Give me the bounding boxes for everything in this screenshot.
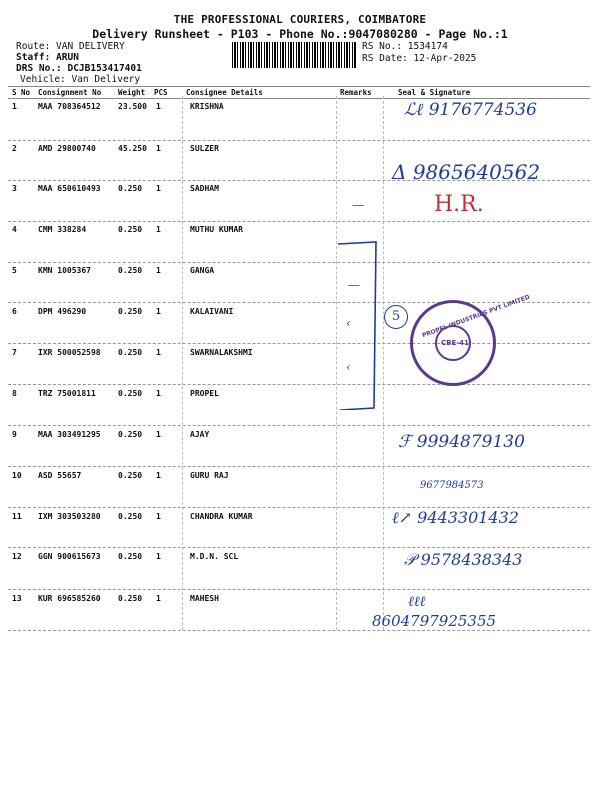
row-consignee: GANGA [190,266,215,275]
table-top-border [8,86,590,87]
row-divider [8,262,590,263]
row-consignee: SULZER [190,144,219,153]
row-weight: 0.250 [118,552,143,561]
remark-mark: — [348,278,360,292]
row-divider [8,425,590,426]
row-divider [8,630,590,631]
table-header-border [8,98,590,99]
group-bracket [336,240,380,410]
row-sno: 11 [12,512,22,521]
row-consignee: KRISHNA [190,102,224,111]
handwritten-mark: H.R. [434,192,484,217]
row-weight: 23.500 [118,102,147,111]
rs-no-label: RS No.: 1534174 [362,41,448,52]
row-consignment: ASD 55657 [38,471,82,480]
row-divider [8,221,590,222]
row-sno: 3 [12,184,17,193]
row-consignee: SWARNALAKSHMI [190,348,253,357]
remark-mark: ‹ [346,316,351,330]
row-consignment: AMD 29800740 [38,144,96,153]
row-sno: 4 [12,225,17,234]
row-consignee: AJAY [190,430,210,439]
row-weight: 0.250 [118,266,143,275]
row-divider [8,140,590,141]
row-consignee: M.D.N. SCL [190,552,239,561]
barcode [232,42,356,68]
handwritten-phone: 9578438343 [420,550,523,569]
row-sno: 13 [12,594,22,603]
row-weight: 0.250 [118,430,143,439]
col-consignee: Consignee Details [186,88,263,97]
row-sno: 6 [12,307,17,316]
row-sno: 2 [12,144,17,153]
handwritten-phone: 9994879130 [416,432,525,452]
row-pcs: 1 [156,389,161,398]
handwritten-phone: 9443301432 [417,508,519,527]
remark-mark: — [352,198,364,212]
signature-scribble: ℓℓℓ [408,594,426,610]
company-stamp [410,293,531,386]
col-weight: Weight [118,88,146,97]
row-sno: 10 [12,471,22,480]
row-pcs: 1 [156,225,161,234]
signature-row12 [404,550,522,570]
row-consignment: MAA 708364512 [38,102,101,111]
stamp-center: CBE-41 [441,339,469,347]
row-weight: 0.250 [118,512,143,521]
vehicle-label: Vehicle: Van Delivery [20,74,141,85]
row-weight: 0.250 [118,348,143,357]
row-divider [8,466,590,467]
row-consignment: IXR 500052598 [38,348,101,357]
row-consignee: KALAIVANI [190,307,234,316]
col-signature: Seal & Signature [398,88,471,97]
signature-scribble: ℱ [398,432,412,452]
row-pcs: 1 [156,144,161,153]
row-sno: 5 [12,266,17,275]
route-label: Route: VAN DELIVERY [16,41,125,52]
row-divider [8,343,590,344]
row-consignment: GGN 900615673 [38,552,101,561]
row-consignment: TRZ 75001811 [38,389,96,398]
handwritten-phone: 9176774536 [428,100,537,120]
stamp-text: PROPEL INDUSTRIES PVT LIMITED [421,293,531,340]
row-pcs: 1 [156,430,161,439]
col-pcs: PCS [154,88,168,97]
row-weight: 0.250 [118,184,143,193]
row-consignment: KUR 696585260 [38,594,101,603]
company-title: THE PROFESSIONAL COURIERS, COIMBATORE [173,13,427,26]
row-consignment: CMM 338284 [38,225,87,234]
row-sno: 8 [12,389,17,398]
handwritten-phone: 9865640562 [412,160,541,184]
row-pcs: 1 [156,307,161,316]
row-sno: 9 [12,430,17,439]
signature-scribble: Δ [392,160,407,184]
signature-row11 [392,508,519,528]
drs-label: DRS No.: DCJB153417401 [16,63,142,74]
row-consignee: MUTHU KUMAR [190,225,243,234]
handwritten-phone: 9677984573 [420,480,484,491]
remark-mark: ‹ [346,360,351,374]
row-weight: 0.250 [118,307,143,316]
signature-row10 [420,480,484,491]
col-sno: S No [12,88,31,97]
staff-label: Staff: ARUN [16,52,79,63]
col-divider [182,96,183,630]
row-consignee: CHANDRA KUMAR [190,512,253,521]
row-consignment: MAA 650610493 [38,184,101,193]
row-sno: 1 [12,102,17,111]
col-remarks: Remarks [340,88,372,97]
row-weight: 45.250 [118,144,147,153]
row-consignee: GURU RAJ [190,471,229,480]
row-pcs: 1 [156,471,161,480]
signature-row13 [372,612,496,630]
row-divider [8,384,590,385]
row-weight: 0.250 [118,389,143,398]
signature-scribble: ℓ↗ [392,508,413,527]
row-consignment: IXM 303503280 [38,512,101,521]
row-consignment: MAA 303491295 [38,430,101,439]
signature-row1 [404,100,537,120]
signature-row2 [392,160,540,184]
row-consignee: SADHAM [190,184,219,193]
runsheet-title: Delivery Runsheet - P103 - Phone No.:9047080280 - Page No.:1 [92,27,508,41]
row-consignment: DPM 496290 [38,307,87,316]
row-sno: 12 [12,552,22,561]
rs-date-label: RS Date: 12-Apr-2025 [362,53,477,64]
row-pcs: 1 [156,102,161,111]
row-pcs: 1 [156,512,161,521]
row-pcs: 1 [156,184,161,193]
signature-scribble: ℒℓ [404,100,424,120]
row-weight: 0.250 [118,594,143,603]
row-consignment: KMN 1005367 [38,266,91,275]
row-sno: 7 [12,348,17,357]
signature-row9 [398,432,525,452]
row-consignee: MAHESH [190,594,219,603]
row-pcs: 1 [156,348,161,357]
row-divider [8,589,590,590]
row-weight: 0.250 [118,225,143,234]
row-consignee: PROPEL [190,389,219,398]
handwritten-phone: 8604797925355 [372,612,497,630]
row-divider [8,547,590,548]
col-divider [383,96,384,630]
row-pcs: 1 [156,594,161,603]
row-pcs: 1 [156,266,161,275]
row-weight: 0.250 [118,471,143,480]
signature-scribble: 𝒫 [404,550,416,569]
row-pcs: 1 [156,552,161,561]
bracket-count: 5 [384,305,408,329]
col-consignment: Consignment No [38,88,102,97]
